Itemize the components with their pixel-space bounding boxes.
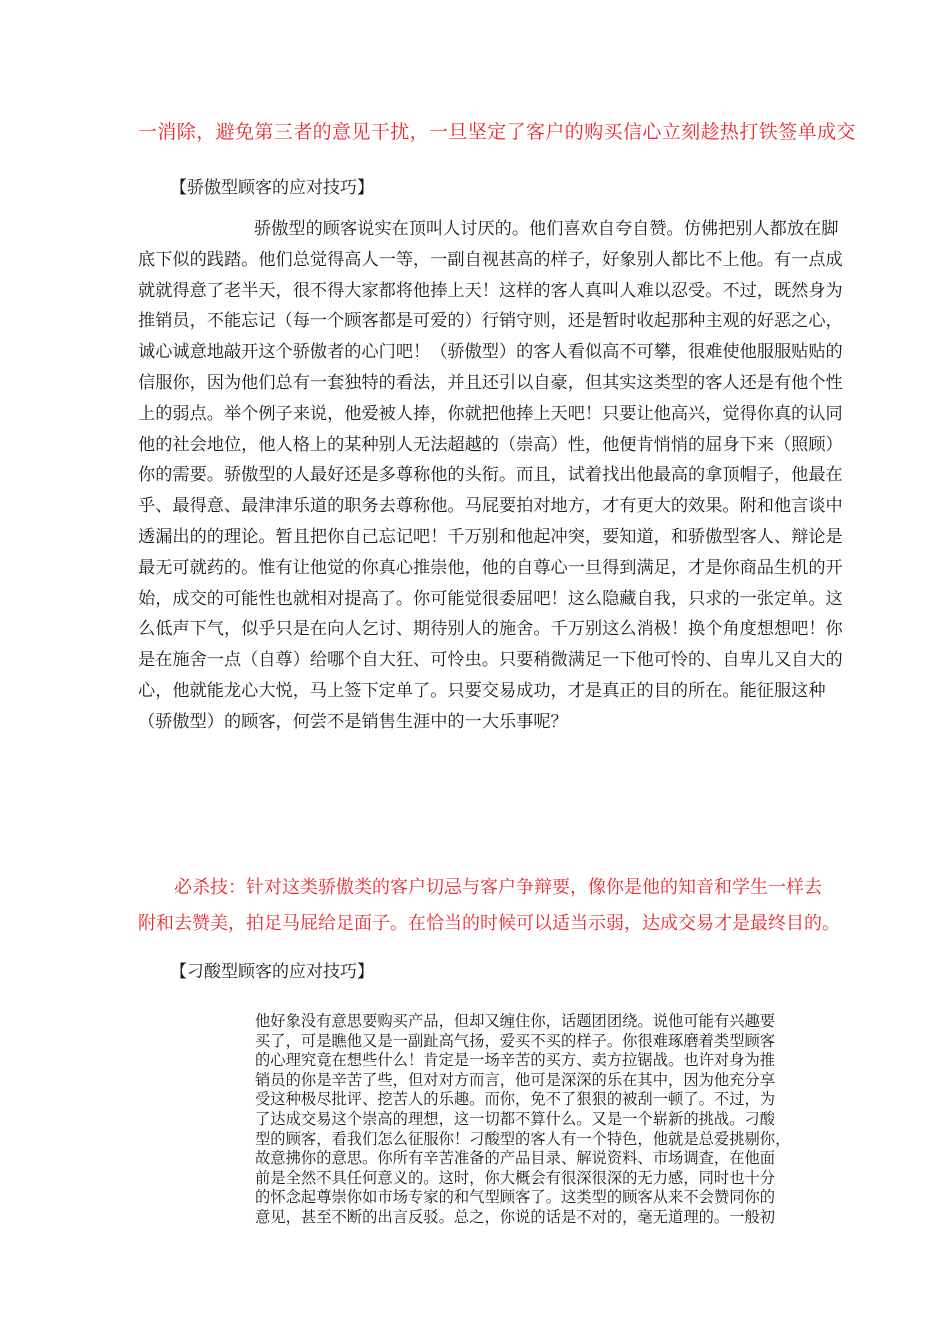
paragraph-line: 诚心诚意地敲开这个骄傲者的心门吧！（骄傲型）的客人看似高不可攀，很难使他服服贴贴的: [138, 342, 843, 363]
paragraph-line: 推销员，不能忘记（每一个顾客都是可爱的）行销守则，还是暂时收起那种主观的好恶之心，: [138, 311, 843, 332]
highlighted-conclusion-line: 一消除，避免第三者的意见干扰，一旦坚定了客户的购买信心立刻趁热打铁签单成交: [138, 121, 856, 143]
picky-customer-paragraph: [255, 1012, 845, 1228]
paragraph-line: 受这种极尽批评、挖苦人的乐趣。而你，免不了狠狠的被刮一顿了。不过，为: [255, 1090, 776, 1109]
paragraph-line: 他好象没有意思要购买产品，但却又缠住你，话题团团绕。说他可能有兴趣要: [255, 1012, 776, 1030]
paragraph-line: 前是全然不具任何意义的。这时，你大概会有很深很深的无力感，同时也十分: [255, 1168, 776, 1187]
paragraph-line: 骄傲型的顾客说实在顶叫人讨厌的。他们喜欢自夸自赞。仿佛把别人都放在脚: [254, 219, 839, 239]
paragraph-line: 最无可就药的。惟有让他觉的你真心推崇他，他的自尊心一旦得到满足，才是你商品生机的开: [138, 557, 843, 578]
paragraph-line: 是在施舍一点（自尊）给哪个自大狂、可怜虫。只要稍微满足一下他可怜的、自卑儿又自大的: [138, 650, 843, 671]
paragraph-line: 他的社会地位，他人格上的某种别人无法超越的（崇高）性，他便肯悄悄的屈身下来（照顾）: [138, 434, 843, 455]
paragraph-line: 了达成交易这个崇高的理想，这一切都不算什么。又是一个崭新的挑战。刁酸: [255, 1109, 776, 1128]
paragraph-line: 么低声下气，似乎只是在向人乞讨、期待别人的施舍。千万别这么消极！换个角度想想吧！你: [138, 619, 843, 640]
paragraph-line: 始，成交的可能性也就相对提高了。你可能觉很委屈吧！这么隐藏自我，只求的一张定单。这: [138, 588, 843, 609]
paragraph-line: 乎、最得意、最津津乐道的职务去尊称他。马屁要拍对地方，才有更大的效果。附和他言谈中: [138, 496, 843, 517]
tip-line: 必杀技：针对这类骄傲类的客户切忌与客户争辩要，像你是他的知音和学生一样去: [174, 877, 822, 898]
paragraph-line: 销员的你是辛苦了些，但对对方而言，他可是深深的乐在其中，因为他充分享: [255, 1070, 776, 1089]
paragraph-line: 型的顾客，看我们怎么征服你！刁酸型的客人有一个特色，他就是总爱挑剔你，: [255, 1129, 791, 1148]
tip-line: 附和去赞美，拍足马屁给足面子。在恰当的时候可以适当示弱，达成交易才是最终目的。: [138, 913, 840, 934]
paragraph-line: 就就得意了老半天，很不得大家都将他捧上天！这样的客人真叫人难以忍受。不过，既然身为: [138, 280, 843, 301]
killer-tip-arrogant-customer: [138, 870, 838, 942]
paragraph-line: 的怀念起尊崇你如市场专家的和气型顾客了。这类型的顾客从来不会赞同你的: [255, 1188, 776, 1207]
paragraph-line: 买了，可是瞧他又是一副趾高气扬，爱买不买的样子。你很难琢磨着类型顾客: [255, 1031, 776, 1050]
paragraph-line: 信服你，因为他们总有一套独特的看法，并且还引以自豪，但其实这类型的客人还是有他个性: [138, 372, 843, 393]
paragraph-line: 你的需要。骄傲型的人最好还是多尊称他的头衔。而且，试着找出他最高的拿顶帽子，他最在: [138, 465, 843, 486]
paragraph-line: 上的弱点。举个例子来说，他爱被人捧，你就把他捧上天吧！只要让他高兴，觉得你真的认同: [138, 403, 843, 424]
paragraph-line: （骄傲型）的顾客，何尝不是销售生涯中的一大乐事呢？: [138, 711, 568, 732]
paragraph-line: 意见，甚至不断的出言反驳。总之，你说的话是不对的，毫无道理的。一般初: [255, 1207, 776, 1226]
paragraph-line: 心，他就能龙心大悦，马上签下定单了。只要交易成功，才是真正的目的所在。能征服这种: [138, 680, 826, 701]
paragraph-line: 故意拂你的意思。你所有辛苦准备的产品目录、解说资料、市场调查，在他面: [255, 1149, 776, 1168]
paragraph-line: 底下似的践踏。他们总觉得高人一等，一副自视甚高的样子，好象别人都比不上他。有一点成: [138, 249, 843, 270]
paragraph-line: 透漏出的的理论。暂且把你自己忘记吧！千万别和他起冲突，要知道，和骄傲型客人、辩论是: [138, 526, 843, 547]
paragraph-line: 的心理究竟在想些什么！肯定是一场辛苦的买方、卖方拉锯战。也许对身为推: [255, 1051, 776, 1070]
arrogant-customer-paragraph: [138, 214, 843, 738]
section-heading-arrogant-customer: 【骄傲型顾客的应对技巧】: [170, 178, 374, 198]
section-heading-picky-customer: 【刁酸型顾客的应对技巧】: [170, 962, 374, 982]
